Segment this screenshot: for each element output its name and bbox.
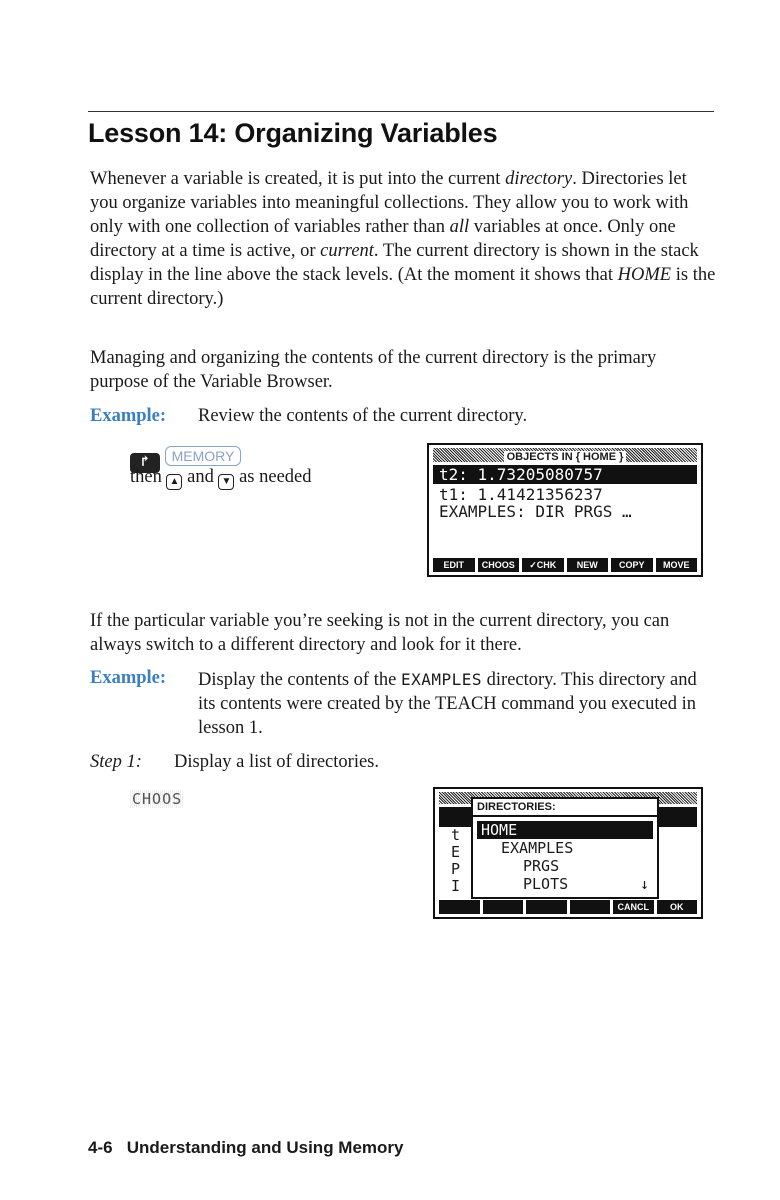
softkey-ok[interactable]: OK [657, 900, 698, 914]
example-text: Display the contents of the [198, 670, 401, 690]
softkey-chk[interactable]: ✓CHK [522, 558, 564, 572]
softkey-blank[interactable] [439, 900, 480, 914]
page-footer: 4-6 Understanding and Using Memory [88, 1138, 404, 1157]
keystrokes-1-line2 [130, 467, 312, 490]
softkey-new[interactable]: NEW [567, 558, 609, 572]
screen1-selected-line: t2: 1.73205080757 [433, 465, 697, 484]
as-needed-text: as needed [239, 467, 312, 487]
softkey-edit[interactable]: EDIT [433, 558, 475, 572]
screen2-softkey-menu [439, 900, 697, 914]
screen2-left-highlight [439, 807, 471, 827]
memory-key: MEMORY [165, 446, 242, 466]
softkey-copy[interactable]: COPY [611, 558, 653, 572]
softkey-blank[interactable] [526, 900, 567, 914]
term-current: current [320, 241, 374, 261]
left-char: E [451, 843, 461, 861]
softkey-cancel[interactable]: CANCL [613, 900, 654, 914]
p1-text: variables at once. Only one directory at a time is active, or [90, 217, 676, 261]
dialog-item[interactable]: EXAMPLES [501, 839, 574, 857]
and-text: and [187, 467, 214, 487]
screen1-header-text: OBJECTS IN { HOME } [504, 451, 627, 463]
dialog-item[interactable] [523, 875, 657, 893]
choos-softkey-label: CHOOS [132, 790, 183, 808]
left-char: I [451, 877, 461, 895]
examples-directory-code: EXAMPLES [400, 670, 483, 689]
directories-dialog [471, 797, 659, 899]
page-title: Lesson 14: Organizing Variables [88, 118, 498, 148]
example-2 [90, 668, 166, 689]
screen1-line: t1: 1.41421356237 [439, 485, 603, 504]
right-shift-key: ↱ [130, 453, 160, 473]
softkey-move[interactable]: MOVE [656, 558, 698, 572]
example-1 [90, 406, 528, 427]
scroll-down-arrow-icon: ↓ [639, 875, 649, 893]
example-label: Example: [90, 668, 167, 688]
dialog-item-selected[interactable]: HOME [477, 821, 653, 839]
left-char: P [451, 860, 461, 878]
screen1-line: EXAMPLES: DIR PRGS … [439, 502, 632, 521]
screen1-softkey-menu [433, 558, 697, 572]
switch-directory-paragraph: If the particular variable you’re seeking is not in the current directory, you can always switch to a different directory and look for it there. [90, 611, 670, 655]
term-all: all [449, 217, 470, 237]
p1-text: is the current directory.) [90, 265, 716, 309]
step-label: Step 1: [90, 752, 142, 772]
p1-text: Whenever a variable is created, it is put into the current [90, 169, 506, 189]
softkey-choos[interactable]: CHOOS [478, 558, 520, 572]
top-rule [88, 111, 714, 112]
dialog-item-label: PLOTS [523, 875, 569, 893]
term-directory: directory [505, 169, 573, 189]
example-2-text [198, 668, 718, 740]
screen1-header [429, 447, 701, 465]
p1-text: . Directories let you organize variables into meaningful collections. They allow you to work with only with one collection of variables rather than [90, 169, 689, 237]
term-home: HOME [617, 265, 672, 285]
example-label: Example: [90, 406, 167, 426]
p1-text: . The current directory is shown in the stack display in the line above the stack levels. (At the moment it shows that [90, 241, 699, 285]
then-text: then [130, 467, 162, 487]
up-arrow-key: ▲ [166, 474, 182, 490]
dialog-title: DIRECTORIES: [473, 799, 657, 817]
softkey-blank[interactable] [570, 900, 611, 914]
step-text: Display a list of directories. [174, 752, 379, 772]
screen2-right-highlight [655, 807, 697, 827]
screen2-left-column [451, 827, 460, 895]
calculator-screen-2 [433, 787, 703, 919]
softkey-blank[interactable] [483, 900, 524, 914]
intro-paragraph [90, 167, 718, 311]
example-text: Review the contents of the current directory. [198, 406, 528, 426]
dialog-item[interactable]: PRGS [523, 857, 560, 875]
example-text: directory. This directory and its contents were created by the TEACH command you executed in lesson 1. [198, 670, 697, 738]
calculator-screen-1 [427, 443, 703, 577]
step-1 [90, 752, 379, 773]
managing-paragraph: Managing and organizing the contents of the current directory is the primary purpose of the Variable Browser. [90, 348, 657, 392]
down-arrow-key: ▼ [218, 474, 234, 490]
left-char: t [451, 826, 461, 844]
